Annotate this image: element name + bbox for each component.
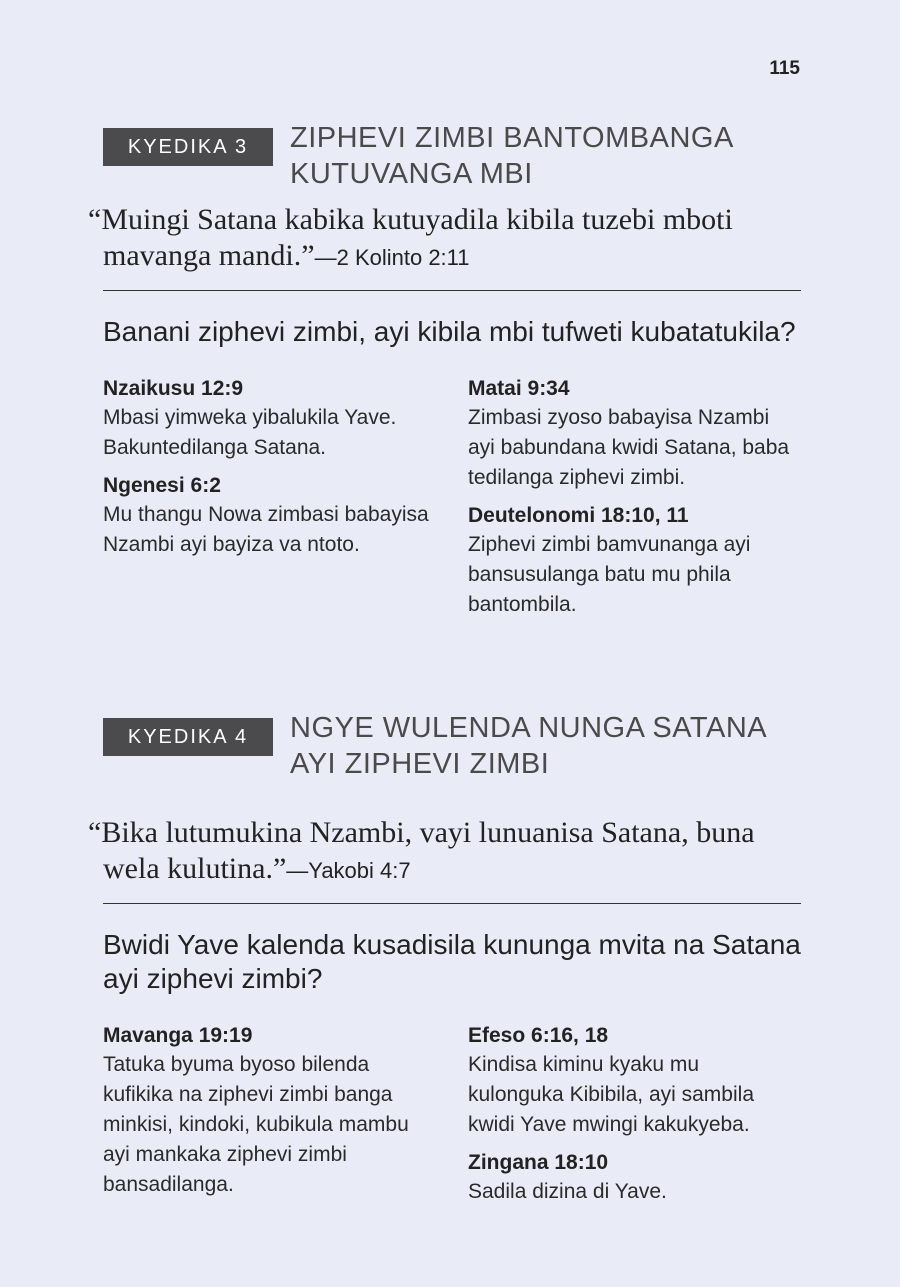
right-column	[468, 375, 803, 629]
section-title-line: KUTUVANGA MBI	[290, 158, 533, 190]
left-column	[103, 1022, 468, 1216]
reference-entry	[103, 375, 468, 463]
scripture-reference: Efeso 6:16, 18	[468, 1024, 609, 1047]
reference-text: Kindisa kiminu kyaku mu kulonguka Kibibila, ayi sambila kwidi Yave mwingi kakukyeba.	[468, 1053, 754, 1136]
references-columns	[103, 375, 803, 629]
scripture-reference: Mavanga 19:19	[103, 1024, 253, 1047]
reference-text: Sadila dizina di Yave.	[468, 1180, 667, 1203]
section-title	[290, 710, 767, 782]
question: Bwidi Yave kalenda kusadisila kununga mvita na Satana ayi ziphevi zimbi?	[103, 929, 801, 994]
reference-text: Tatuka byuma byoso bilenda kufikika na ziphevi zimbi banga minkisi, kindoki, kubikula mambu ayi mankaka ziphevi zimbi bansadilanga.	[103, 1053, 409, 1196]
reference-entry	[468, 1022, 803, 1140]
section-title-line: AYI ZIPHEVI ZIMBI	[290, 748, 550, 780]
scripture-reference: Zingana 18:10	[468, 1151, 609, 1174]
scripture-reference: Deutelonomi 18:10, 11	[468, 504, 689, 527]
section-title-line: NGYE WULENDA NUNGA SATANA	[290, 712, 768, 744]
quote-text: “Bika lutumukina Nzambi, vayi lunuanisa Satana, buna wela kulutina.”	[88, 816, 755, 885]
reference-entry	[468, 375, 803, 493]
reference-text: Mu thangu Nowa zimbasi babayisa Nzambi ayi bayiza va ntoto.	[103, 503, 429, 556]
scripture-quote	[88, 815, 803, 889]
section-header	[103, 710, 803, 790]
quote-reference: —2 Kolinto 2:11	[314, 245, 470, 270]
section-title-line: ZIPHEVI ZIMBI BANTOMBANGA	[290, 122, 734, 154]
quote-reference: —Yakobi 4:7	[286, 858, 411, 883]
section-header	[103, 120, 803, 200]
reference-entry	[468, 1149, 803, 1207]
page-number: 115	[769, 58, 800, 79]
reference-entry	[103, 472, 468, 560]
question: Banani ziphevi zimbi, ayi kibila mbi tufweti kubatatukila?	[103, 316, 796, 347]
section-badge: KYEDIKA 3	[103, 128, 273, 166]
scripture-reference: Matai 9:34	[468, 377, 570, 400]
scripture-reference: Ngenesi 6:2	[103, 474, 221, 497]
right-column	[468, 1022, 803, 1216]
reference-entry	[468, 502, 803, 620]
scripture-quote	[88, 202, 803, 276]
divider	[103, 903, 801, 904]
scripture-reference: Nzaikusu 12:9	[103, 377, 244, 400]
reference-text: Zimbasi zyoso babayisa Nzambi ayi babundana kwidi Satana, baba tedilanga ziphevi zimbi.	[468, 406, 790, 489]
left-column	[103, 375, 468, 629]
section-kyedika-4	[88, 710, 803, 1216]
section-badge: KYEDIKA 4	[103, 718, 273, 756]
reference-entry	[103, 1022, 468, 1200]
divider	[103, 290, 801, 291]
references-columns	[103, 1022, 803, 1216]
section-title	[290, 120, 734, 192]
section-kyedika-3	[88, 120, 803, 629]
quote-text: “Muingi Satana kabika kutuyadila kibila tuzebi mboti mavanga mandi.”	[88, 203, 733, 272]
reference-text: Ziphevi zimbi bamvunanga ayi bansusulanga batu mu phila bantombila.	[468, 533, 751, 616]
reference-text: Mbasi yimweka yibalukila Yave. Bakuntedilanga Satana.	[103, 406, 397, 459]
